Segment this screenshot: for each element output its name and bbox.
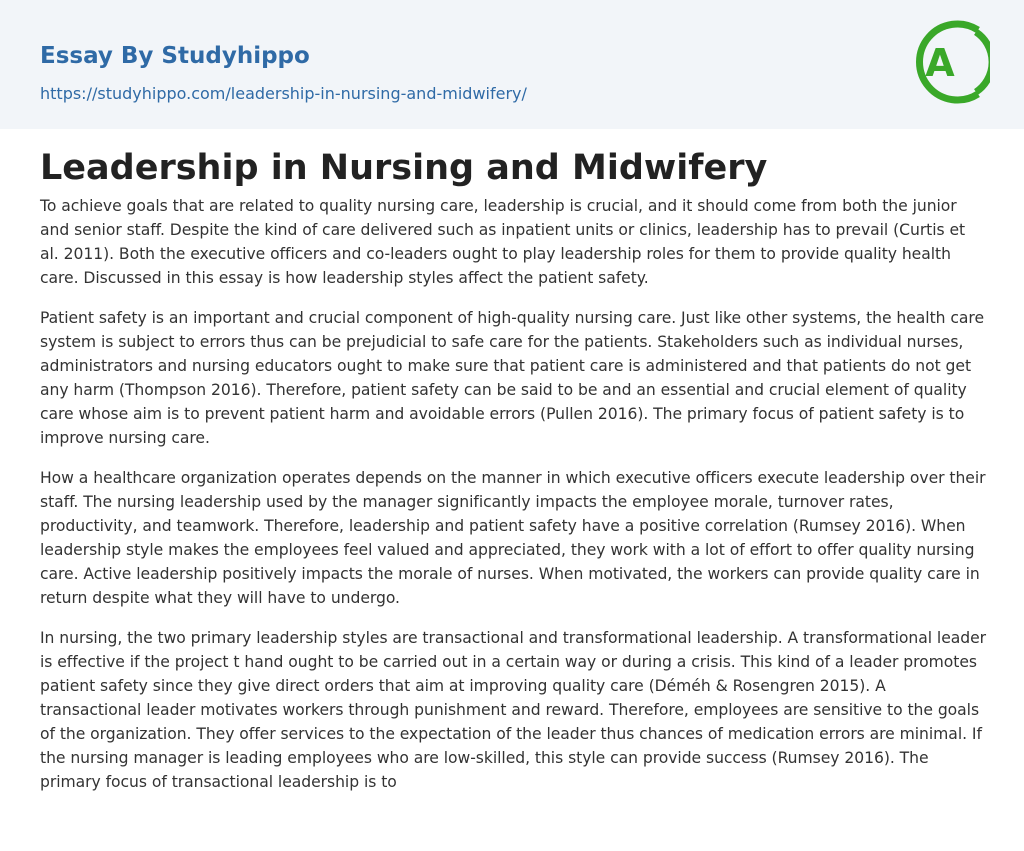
paragraph: In nursing, the two primary leadership styles are transactional and transformational leadership. A transformational leader is effective if the project t hand ought to be carried out in a certain way or during a crisis. This kind of a leader promotes patient safety since they give direct orders that aim at improving quality care (Déméh & Rosengren 2015). A transactional leader motivates workers through punishment and reward. Therefore, employees are sensitive to the goals of the organization. They offer services to the expectation of the leader thus chances of medication errors are minimal. If the nursing manager is leading employees who are low-skilled, this style can provide success (Rumsey 2016). The primary focus of transactional leadership is to [40,629,987,791]
article-title: Leadership in Nursing and Midwifery [40,148,768,188]
article-body [40,194,986,810]
paragraph: How a healthcare organization operates depends on the manner in which executive officers execute leadership over their staff. The nursing leadership used by the manager significantly impacts the employee morale, turnover rates, productivity, and teamwork. Therefore, leadership and patient safety have a positive correlation (Rumsey 2016). When leadership style makes the employees feel valued and appreciated, they work with a lot of effort to offer quality nursing care. Active leadership positively impacts the morale of nurses. When motivated, the workers can provide quality care in return despite what they will have to undergo. [40,469,986,607]
paragraph: Patient safety is an important and crucial component of high-quality nursing care. Just like other systems, the health care system is subject to errors thus can be prejudicial to safe care for the patients. Stakeholders such as individual nurses, administrators and nursing educators ought to make sure that patient care is administered and that patients do not get any harm (Thompson 2016). Therefore, patient safety can be said to be and an essential and crucial element of quality care whose aim is to prevent patient harm and avoidable errors (Pullen 2016). The primary focus of patient safety is to improve nursing care. [40,309,984,447]
source-url-link[interactable]: https://studyhippo.com/leadership-in-nursing-and-midwifery/ [40,84,527,103]
site-brand[interactable]: Essay By Studyhippo [40,43,310,69]
logo-letter: A [925,41,955,85]
studyhippo-logo-icon[interactable] [910,18,990,106]
paragraph: To achieve goals that are related to quality nursing care, leadership is crucial, and it should come from both the junior and senior staff. Despite the kind of care delivered such as inpatient units or clinics, leadership has to prevail (Curtis et al. 2011). Both the executive officers and co-leaders ought to play leadership roles for them to provide quality health care. Discussed in this essay is how leadership styles affect the patient safety. [40,197,966,287]
